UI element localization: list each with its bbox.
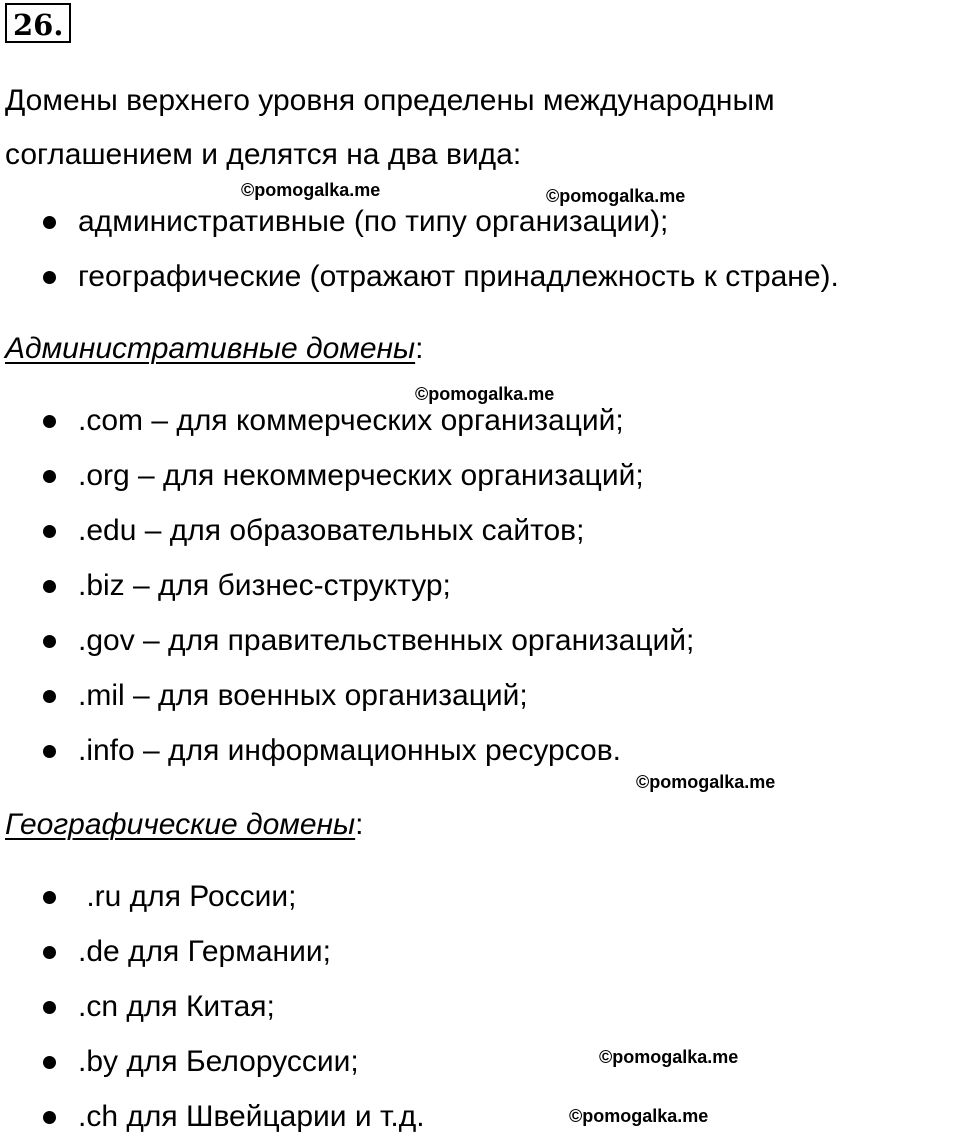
list-item: [0, 194, 960, 249]
watermark: ©pomogalka.me: [636, 772, 776, 792]
bullet-icon: [43, 415, 56, 428]
intro-line-2: соглашением и делятся на два вида:: [5, 138, 522, 171]
watermark: ©pomogalka.me: [415, 384, 555, 404]
bullet-icon: [43, 946, 56, 959]
bullet-icon: [43, 1111, 56, 1124]
bullet-icon: [43, 216, 56, 229]
list-item: [0, 1089, 960, 1144]
list-item: [0, 979, 960, 1034]
task-number: 26.: [5, 3, 71, 43]
list-item: [0, 249, 960, 304]
watermark: ©pomogalka.me: [546, 186, 686, 206]
bullet-icon: [43, 470, 56, 483]
intro-line-1: Домены верхнего уровня определены международным: [5, 84, 775, 117]
admin-domains-list: [0, 393, 960, 778]
list-item: [0, 613, 960, 668]
bullet-icon: [43, 1001, 56, 1014]
list-item-text: .edu – для образовательных сайтов;: [78, 514, 585, 547]
admin-domains-heading: [5, 329, 423, 369]
list-item-text: .ch для Швейцарии и т.д.: [78, 1100, 425, 1133]
bullet-icon: [43, 525, 56, 538]
list-item: [0, 924, 960, 979]
list-item-text: .org – для некоммерческих организаций;: [78, 459, 644, 492]
geo-domains-heading: [5, 805, 363, 845]
list-item: [0, 503, 960, 558]
list-item-text: .biz – для бизнес-структур;: [78, 569, 451, 602]
bullet-icon: [43, 635, 56, 648]
watermark: ©pomogalka.me: [241, 180, 381, 200]
list-item-text: .by для Белоруссии;: [78, 1045, 359, 1078]
list-item: [0, 558, 960, 613]
list-item-text: .ru для России;: [78, 880, 297, 913]
bullet-icon: [43, 271, 56, 284]
bullet-icon: [43, 580, 56, 593]
list-item-text: географические (отражают принадлежность к стране).: [78, 260, 839, 293]
domain-types-list: [0, 194, 960, 304]
list-item: [0, 723, 960, 778]
list-item-text: .mil – для военных организаций;: [78, 679, 528, 712]
list-item-text: .info – для информационных ресурсов.: [78, 734, 622, 767]
bullet-icon: [43, 1056, 56, 1069]
watermark: ©pomogalka.me: [569, 1106, 709, 1126]
list-item-text: .de для Германии;: [78, 935, 331, 968]
list-item: [0, 869, 960, 924]
bullet-icon: [43, 745, 56, 758]
bullet-icon: [43, 690, 56, 703]
list-item-text: .gov – для правительственных организаций;: [78, 624, 695, 657]
list-item: [0, 668, 960, 723]
geo-domains-list: [0, 869, 960, 1144]
list-item-text: административные (по типу организации);: [78, 205, 669, 238]
bullet-icon: [43, 891, 56, 904]
geo-domains-heading-text: Географические домены: [5, 808, 356, 841]
intro-paragraph: [5, 74, 955, 182]
geo-domains-heading-colon: :: [355, 808, 364, 841]
list-item-text: .com – для коммерческих организаций;: [78, 404, 624, 437]
watermark: ©pomogalka.me: [599, 1047, 739, 1067]
admin-domains-heading-text: Административные домены: [5, 332, 416, 365]
list-item-text: .cn для Китая;: [78, 990, 275, 1023]
list-item: [0, 448, 960, 503]
admin-domains-heading-colon: :: [415, 332, 424, 365]
list-item: [0, 1034, 960, 1089]
